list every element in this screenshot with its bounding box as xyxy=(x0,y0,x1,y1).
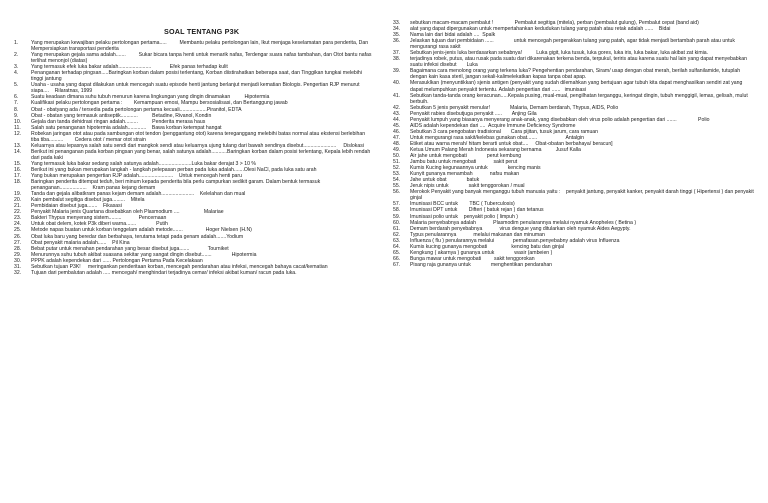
item-text: Air jahe untuk mengobati perut kembung xyxy=(410,153,522,160)
item-number: 4. xyxy=(14,70,19,77)
item-text: Sebutkan 5 jenis penyakit menular! Malaria, Demam berdarah, Thypus, AIDS, Polio xyxy=(410,104,619,111)
item-text: Bunga mawar untuk mengobati sakit tenggorokan xyxy=(410,255,535,262)
item-number: 53. xyxy=(393,171,401,178)
item-text: Sebutkan 3 cara pengobatan tradisional Cara pijitan, tusuk jarum, cara ramuan xyxy=(410,128,599,135)
item-text: Penyakit rabies disebutjuga penyakit ..... Anjing Gila xyxy=(410,110,537,117)
item-number: 61. xyxy=(393,225,401,232)
item-text: Usaha - usaha yang dapat dilakukan untuk mencegah suatu episode henti jantung berlanjut menjadi kematian Biologis. Pengertian RJP menurut siapa.... Rilaratnas, 1999 xyxy=(31,82,361,95)
list-item xyxy=(14,179,374,191)
item-text: Yang merupakan kewajiban pelaku pertolongan pertama..... Membantu pelaku pertolongan lain, Ikut menjaga keselamatan para penderita, Dan Mempersiapkan transportasi penderita xyxy=(31,40,370,53)
item-number: 26. xyxy=(14,233,22,240)
item-number: 66. xyxy=(393,255,401,262)
item-number: 31. xyxy=(14,263,22,270)
item-text: Berikut ini penanganan pada korban pingsan yang benar, salah satunya adalah...........Baringkan korban dalam posisi terlentang, Kepala lebih rendah dari pada kaki xyxy=(31,148,372,161)
item-text: Jambu batu untuk mengobati sakit perut xyxy=(410,159,518,166)
item-text: AIDS adalah kependekan dari .... Acquire Immune Deficiency Syndrome xyxy=(410,122,576,129)
item-text: Sebutkan tanda-tanda orang keracunan.....Kepala pusing, mual-mual, pengilhatan terganggu, keringat dingin, tubuh menggigil, lemas, gelisah, mulut berbuih. xyxy=(410,92,750,105)
item-number: 13. xyxy=(14,142,22,149)
item-text: Typus penularannya melalui makanan dan minuman xyxy=(410,231,545,238)
item-number: 22. xyxy=(14,209,22,216)
item-number: 65. xyxy=(393,249,401,256)
item-number: 7. xyxy=(14,100,19,107)
item-text: Kain pembalut segitiga disebut juga......... Mitela xyxy=(31,197,145,204)
item-text: Robekan jaringan otot atau pada sambungan otot tendon (penggantung otot) karena tereganggang melebihi batas normal atau ekstensi berlebihan tiba tiba.......... Cedera otot / memar otot strain xyxy=(31,130,367,143)
item-number: 17. xyxy=(14,173,22,180)
item-text: Pembidaian disebut juga....... Fikasasi xyxy=(31,203,122,210)
item-number: 33. xyxy=(393,20,401,26)
item-text: Obat - obatan yang termasuk antiseptik............ Betadine, Rivanol, Kondin xyxy=(31,112,212,119)
item-number: 34. xyxy=(393,26,401,33)
item-text: Jeruk nipis untuk sakit tenggorokan / mual xyxy=(410,183,525,190)
item-number: 57. xyxy=(393,201,401,208)
item-number: 36. xyxy=(393,38,401,45)
item-text: Yang termasuk efek luka bakar adalah....................... Efek panas terhadap kulit xyxy=(31,64,228,71)
list-item xyxy=(393,56,755,68)
list-item xyxy=(393,262,755,268)
item-number: 43. xyxy=(393,110,401,117)
item-text: Menurunnya suhu tubuh akibat suasana sekitar yang sangat dingin disebut....... Hipotermia xyxy=(31,251,257,258)
list-item xyxy=(14,70,374,82)
item-text: Merokok Penyakit yang banyak menganggu tubuh manusia yaitu : penyakit jantung, penyakit kanker, penyakit darah tinggi ( Hipertensi ) dan penyakit ginjal xyxy=(410,189,756,202)
item-number: 6. xyxy=(14,94,19,101)
item-number: 24. xyxy=(14,221,22,228)
item-text: Bakteri Thypus menyerang sistem......... Pencernaan xyxy=(31,215,167,222)
item-text: PPPK adalah kependekan dari ...... Pertolongan Pertama Pada Kecelakaan xyxy=(31,257,203,264)
list-item xyxy=(14,131,374,143)
item-text: terjadinya robek, putus, atau rusak pada suatu dari dikarenakan terkena benda, terpukul, teriris atau karena suatu hal lain yang dapat menyebabkan suatu infeksi disebut Luka xyxy=(410,56,749,69)
item-text: Untuk mengurangi rasa sakit/kelebas gunakan obat....... Antalgin xyxy=(410,134,585,141)
list-item xyxy=(393,80,755,92)
item-text: sebutkan macam-macam pembalut ! Pembalut segitiga (mitela), perban (pembalut gulung), Pembalut cepat (band aid) xyxy=(410,20,699,26)
item-text: Obat penyakit malaria adalah...... Pil Kina xyxy=(31,239,130,246)
item-number: 3. xyxy=(14,64,19,71)
item-number: 1. xyxy=(14,40,19,46)
item-number: 23. xyxy=(14,215,22,222)
question-list-left xyxy=(14,40,374,276)
item-text: Metode napas buatan untuk korban tenggelam adalah metode....... Hoger Nielsen (H.N) xyxy=(31,227,252,234)
item-text: Influenza ( flu ) penularannya melalui pernafasan.penyebabny adalah virus Influenza xyxy=(410,237,620,244)
list-item xyxy=(14,82,374,94)
item-text: Yang bukan merupakan pengertian RJP adalah........................ Untuk mencegah henti paru xyxy=(31,173,242,180)
item-number: 5. xyxy=(14,82,19,89)
item-text: Kengkung ( akarnya ) gunanya untuk wasir (ambeien ) xyxy=(410,249,553,256)
item-text: Sebutkan tujuan P3K! meringankan penderitaan korban, mencegah pendarahan atau infeksi, mencegah bahaya cacat/kematian xyxy=(31,263,328,270)
item-text: Keluarnya atau lepasnya salah satu sendi dari mangkok sendi atau keluarnya ujung tulang dari bawah sendinya disebut....................... Dislokasi xyxy=(31,142,364,149)
item-text: Malaria penyebabnya adalah Plasmodim penularannya melalui nyamuk Anopheles ( Betina ) xyxy=(410,219,637,226)
item-text: Tujuan dari pembalutan adalah ..... mencegah/ menghindari terjadinya cemar/ infeksi akibat kuman/ racun pada luka. xyxy=(31,269,297,276)
item-text: Berikut ini yang bukan merupakan langkah - langkah pelepasan perban pada luka adalah.......Olesi NaCl, pada luka satu arah xyxy=(31,166,317,173)
item-number: 20. xyxy=(14,197,22,204)
item-number: 35. xyxy=(393,32,401,39)
list-item xyxy=(393,189,755,201)
item-text: Kumis kucing gunanya mengobati kencing batu dan ginjal xyxy=(410,243,565,250)
item-text: Kumis Kucing kegunaannya untuk kencing manis xyxy=(410,165,541,172)
item-number: 63. xyxy=(393,237,401,244)
item-text: Nama lain dari bidai adalah .... Spalk xyxy=(410,32,496,39)
item-number: 50. xyxy=(393,153,401,160)
item-number: 40. xyxy=(393,80,401,87)
item-number: 52. xyxy=(393,165,401,172)
item-text: Gejala dan tanda dehidrasi ringan adalah......... Penderita merasa haus xyxy=(31,118,206,125)
item-text: Yang merupakan gejala sama adalah....... Sukar bicara tanpa henti untuk menarik nafas, Terdengar suara nafas tambahan, dan Otot bantu nafas terlihat menonjol (diatas) xyxy=(31,52,373,65)
item-text: Jahe untuk obat batuk xyxy=(410,177,480,184)
item-number: 10. xyxy=(14,118,22,125)
list-item xyxy=(393,68,755,80)
list-item xyxy=(393,38,755,50)
item-number: 41. xyxy=(393,92,401,99)
item-text: Salah satu penanganan hipotermia adalah............. Bawa korban ketempat hangat xyxy=(31,124,222,131)
item-number: 14. xyxy=(14,148,22,155)
item-number: 42. xyxy=(393,104,401,111)
item-number: 60. xyxy=(393,219,401,226)
item-text: Untuk obat delem, kotek P3k diberi warna....... Putih xyxy=(31,221,168,228)
item-text: Ketua Umum Palang Merah Indonesia sekarang bernama Jusuf Kalla xyxy=(410,146,581,153)
item-text: Kunyit gunanya menambah nafsu makan xyxy=(410,171,520,178)
list-item xyxy=(14,40,374,52)
list-item xyxy=(14,52,374,64)
item-number: 64. xyxy=(393,243,401,250)
item-text: Imunisasi BCC untuk TBC ( Tuberculosis) xyxy=(410,201,515,208)
item-number: 37. xyxy=(393,50,401,57)
item-number: 62. xyxy=(393,231,401,238)
item-number: 21. xyxy=(14,203,22,210)
item-number: 18. xyxy=(14,179,22,186)
item-text: Imunisasi DPT untuk Difteri ( batuk rejan ) dan tetanus xyxy=(410,207,544,214)
item-number: 29. xyxy=(14,251,22,258)
item-text: Suatu keadaan dimana suhu tubuh menurun karena lingkungan yang dingin dinamakan Hipotermia xyxy=(31,94,270,101)
item-number: 16. xyxy=(14,166,22,173)
list-item xyxy=(14,270,374,276)
item-number: 55. xyxy=(393,183,401,190)
list-item xyxy=(14,149,374,161)
item-number: 30. xyxy=(14,257,22,264)
list-item xyxy=(393,93,755,105)
item-text: Jelaskan tujuan dari pembidaian ...... untuk mencegah pergerakkan tulang yang patah, agar tidak menjadi bertambah parah atau untuk mengurangi rasa sakit xyxy=(410,38,737,51)
item-number: 58. xyxy=(393,207,401,214)
item-text: Pisang raja gunanya untuk menghentikan pendarahan xyxy=(410,261,553,268)
item-number: 38. xyxy=(393,56,401,63)
item-number: 39. xyxy=(393,68,401,75)
item-number: 47. xyxy=(393,134,401,141)
item-number: 19. xyxy=(14,191,22,198)
item-text: Imunisasi polio untuk penyakit polio ( limpuh ) xyxy=(410,213,519,220)
item-text: Merasuklkan (menyuntikkan) sjenis antigen (penyakit yang sudah dilemahkan yang bertujuan agar tubuh kita dapat menghasilkan sendiri zat yang dapat melumpuhkan penyakit tertentu. Adalah pengertian dari ...... imunisasi xyxy=(410,80,744,93)
item-text: Penanganan terhadap pingsan.....Baringkan korban dalam posisi terlentang, Korban diistirahatkan beberapa saat, dan Tinggikan tungkai melebihi tinggi jantung xyxy=(31,70,364,83)
item-number: 25. xyxy=(14,227,22,234)
item-text: Yang termasuk luka bakar sedang salah satunya adalah.......................Luka bakar derajat 3 > 10 % xyxy=(31,160,256,167)
item-number: 15. xyxy=(14,160,22,167)
item-number: 51. xyxy=(393,159,401,166)
item-number: 9. xyxy=(14,112,19,119)
item-text: Etiket atau warna merah/ hitam berarti untuk obat.... Obat-obatan berbahaya/ beracun] xyxy=(410,140,613,147)
item-number: 49. xyxy=(393,146,401,153)
item-number: 67. xyxy=(393,261,401,268)
item-number: 8. xyxy=(14,106,19,113)
item-text: Bebat putar untuk menahan pendarahan yang besar disebut juga....... Tourniket xyxy=(31,245,229,252)
item-text: alat yang dapat dipergunakan untuk mempertahankan kedudukan tulang yang patah atau retak adalah ...... Bidai xyxy=(410,26,671,33)
item-number: 11. xyxy=(14,124,21,131)
item-number: 32. xyxy=(14,269,22,276)
item-text: Tanda dan gejala alibatkram panas kejam demam adalah....................... Kelelahan dan mual xyxy=(31,191,246,198)
item-text: Baringkan penderita ditempat teduh, beri minum kepada penderita bila perlu campurkan sedikit garam. Dalam bentuk termasuk penanganan................... Kram panas kejang demam xyxy=(31,179,322,192)
item-number: 44. xyxy=(393,116,401,123)
item-number: 27. xyxy=(14,239,22,246)
item-number: 48. xyxy=(393,140,401,147)
item-number: 2. xyxy=(14,52,19,59)
item-number: 54. xyxy=(393,177,401,184)
item-text: Demam berdarah penyebabnya virus dengue yang ditularkan oleh nyamuk Aides Aegypty. xyxy=(410,225,631,232)
question-list-right xyxy=(393,20,755,268)
item-text: Penyakit lumpuh yang biasanya menyerang anak-anak, yang disebabkan oleh virus polio adalah pengertian dari ....... Polio xyxy=(410,116,710,123)
item-number: 56. xyxy=(393,189,401,196)
item-text: Obat - obatyang ada / tersedia pada pertolongan pertama kecuali...................Piranitol, EDTA xyxy=(31,106,242,113)
page-title: SOAL TENTANG P3K xyxy=(164,27,240,36)
item-text: Penyakit Malaria jenis Quartana disebabkan oleh Plasmodium .... Malariae xyxy=(31,209,224,216)
item-number: 28. xyxy=(14,245,22,252)
item-number: 59. xyxy=(393,213,401,220)
item-text: Kualifikasi pelaku pertolongan pertama : Kemampuan emosi, Mampu bersosialisasi, dan Bertanggung jawab xyxy=(31,100,288,107)
item-text: Sebutkan jenis-jenis luka berdasarkan sebabnya! Luka gigit, luka tusuk, luka gores, luka iris, luka bakar, luka akibat zat kimia. xyxy=(410,50,709,57)
item-number: 46. xyxy=(393,128,401,135)
item-number: 12. xyxy=(14,130,22,137)
item-text: Obat luka baru yang beredar dan berbahaya, terutama tetapi pada genam adalah.......Yodium xyxy=(31,233,244,240)
item-number: 45. xyxy=(393,122,401,129)
item-text: Bagaimana cara menolong orang yang terkena luka? Pengehentian pendarahan, Siram/ usap dengan obat merah, berilah sulfanilamide, tutuplah dengan kain kasa steril, jangan sekali-kalimelekatkan kapas tanpa obat apap. xyxy=(410,68,742,81)
